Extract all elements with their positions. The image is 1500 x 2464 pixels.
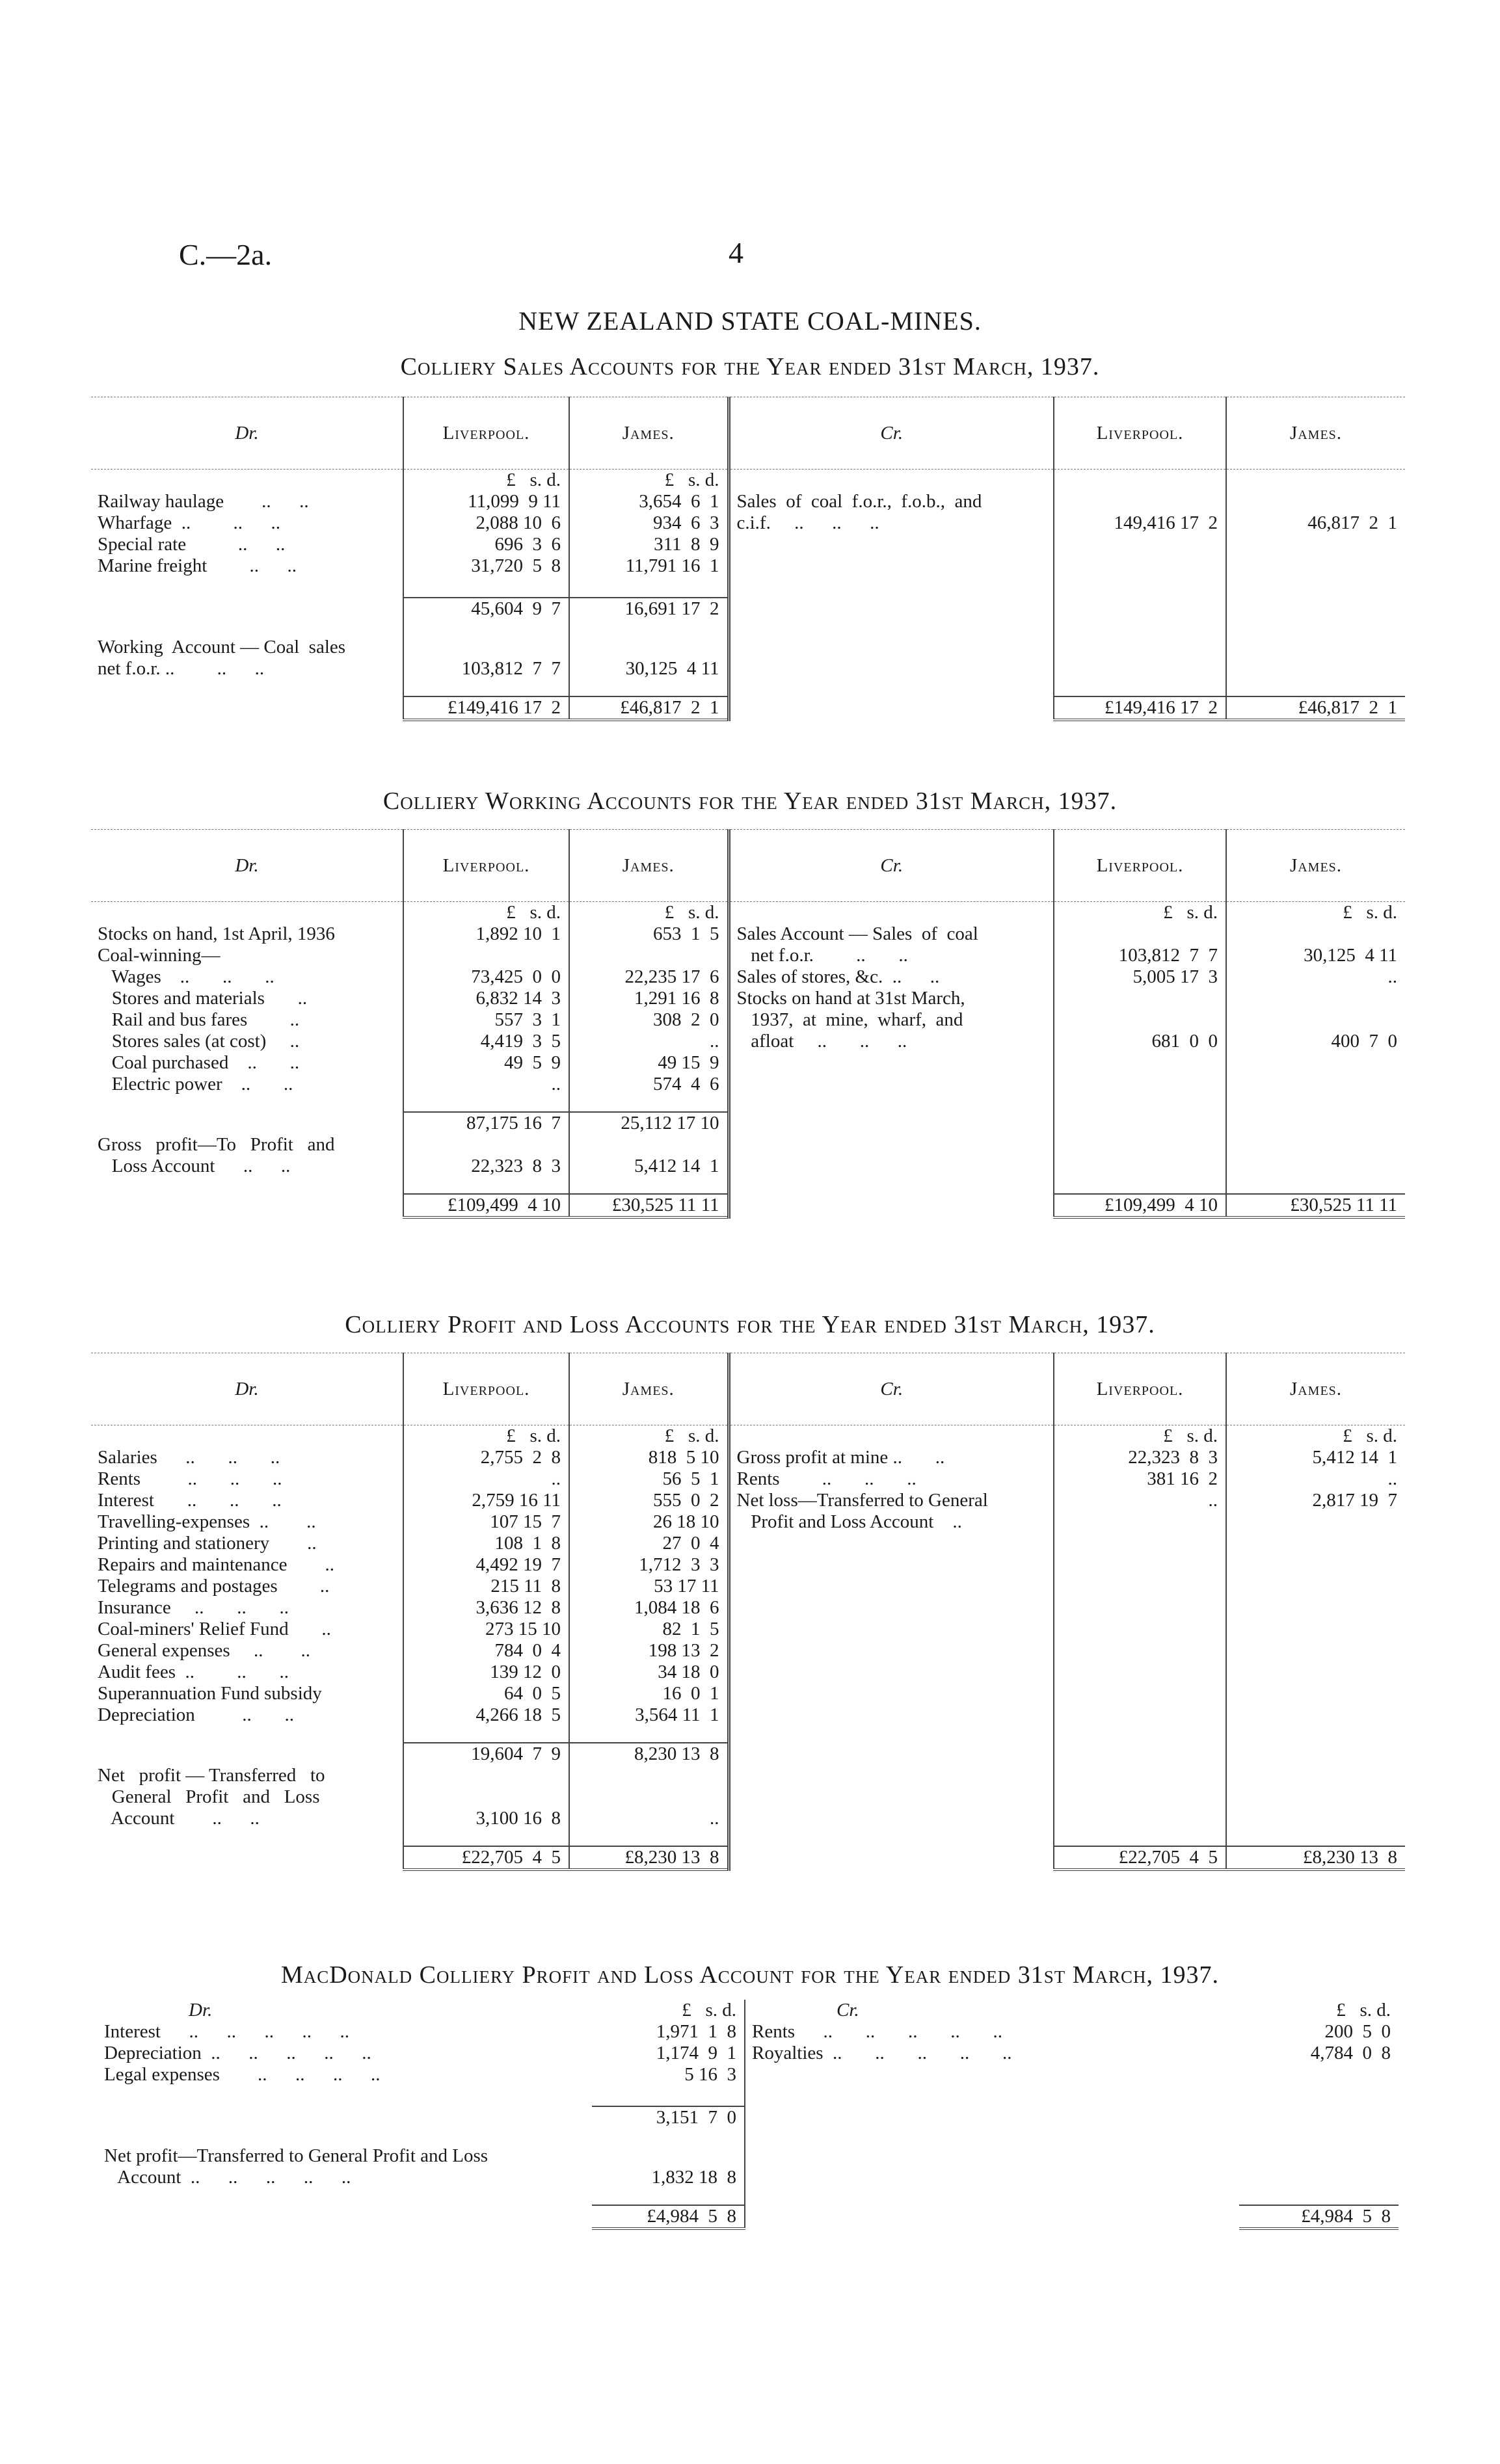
liverpool-value: 103,812 7 7 [1054,923,1226,966]
pl-account-table [91,1353,1405,1871]
liverpool-value: 49 5 9 [403,1052,569,1074]
dr-row-label: Audit fees .. .. .. [91,1662,403,1683]
liverpool-value: 273 15 10 [403,1619,569,1640]
dr-row-label: Wages .. .. .. [91,966,403,988]
liverpool-value: 381 16 2 [1054,1468,1226,1490]
total-value: £4,984 5 8 [1239,2205,1399,2229]
liverpool-header: Liverpool. [403,397,569,470]
dr-row-label: General expenses .. .. [91,1640,403,1662]
james-value: 53 17 11 [569,1576,729,1597]
liverpool-value: 22,323 8 3 [403,1134,569,1177]
james-value: 653 1 5 [569,923,729,945]
dr-row-label: Net profit—Transferred to General Profit and Loss Account .. .. .. .. .. [104,2145,489,2188]
total-value: £149,416 17 2 [403,696,569,720]
total-value: £46,817 2 1 [569,696,729,720]
cr-value: 200 5 0 [1324,2021,1391,2042]
units-label: £ s. d. [1054,902,1226,924]
dr-row-label: Wharfage .. .. .. [91,512,403,534]
liverpool-value: 1,892 10 1 [403,923,569,945]
james-value: 30,125 4 11 [569,637,729,680]
liverpool-value: .. [403,1074,569,1095]
james-value: 30,125 4 11 [1304,945,1397,966]
liverpool-header: Liverpool. [403,1353,569,1425]
dr-row-label: Coal-miners' Relief Fund .. [91,1619,403,1640]
liverpool-value: 696 3 6 [403,534,569,555]
dr-row-label: Travelling-expenses .. .. [91,1511,403,1533]
dr-row-label: Stores and materials .. [91,988,403,1009]
cr-row-label: Sales Account — Sales of coal net f.o.r. .. .. [729,923,1054,966]
liverpool-value: 31,720 5 8 [403,555,569,577]
total-value: £22,705 4 5 [1054,1846,1226,1870]
james-value: 311 8 9 [569,534,729,555]
liverpool-header: Liverpool. [1054,830,1226,902]
subtotal-value: 87,175 16 7 [403,1112,569,1134]
james-header: James. [1226,397,1405,470]
liverpool-value: 64 0 5 [403,1683,569,1704]
total-value: £30,525 11 11 [1226,1194,1405,1217]
liverpool-value: 2,755 2 8 [403,1447,569,1468]
dr-row-label: Net profit — Transferred to General Profit and Loss Account .. .. [91,1765,403,1829]
subtotal-value: 8,230 13 8 [569,1743,729,1765]
james-value: 934 6 3 [569,512,729,534]
total-value: £8,230 13 8 [569,1846,729,1870]
liverpool-value: 107 15 7 [403,1511,569,1533]
james-value: 198 13 2 [569,1640,729,1662]
liverpool-value: 4,419 3 5 [403,1031,569,1052]
liverpool-value: .. [1054,1490,1226,1533]
dr-row-label: Marine freight .. .. [91,555,403,577]
dr-row-label: Railway haulage .. .. [91,491,403,512]
james-value: 56 5 1 [569,1468,729,1490]
liverpool-value: 4,266 18 5 [403,1704,569,1726]
dr-row-label: Superannuation Fund subsidy [91,1683,403,1704]
dr-value: 5 16 3 [592,2064,745,2086]
liverpool-header: Liverpool. [1054,1353,1226,1425]
james-value: 49 15 9 [569,1052,729,1074]
units-label: £ s. d. [569,1425,729,1448]
dr-row-label: Coal-winning— [91,945,403,966]
cr-row-label: Rents .. .. .. .. .. [752,2021,1003,2042]
james-header: James. [569,1353,729,1425]
james-header: James. [569,397,729,470]
units-label: £ s. d. [1336,2000,1391,2020]
working-account-table [91,829,1405,1219]
dr-row-label: Interest .. .. .. .. .. [104,2021,349,2042]
dr-value: 1,971 1 8 [592,2021,745,2043]
dr-row-label: Coal purchased .. .. [91,1052,403,1074]
liverpool-value: 73,425 0 0 [403,966,569,988]
macdonald-account-table [98,2000,1399,2230]
james-value: 3,654 6 1 [569,491,729,512]
units-label: £ s. d. [403,902,569,924]
document-title: NEW ZEALAND STATE COAL-MINES. [518,306,982,336]
liverpool-value: 5,005 17 3 [1054,966,1226,988]
liverpool-value: .. [403,1468,569,1490]
dr-row-label: Telegrams and postages .. [91,1576,403,1597]
units-label: £ s. d. [1343,902,1397,923]
james-value: 26 18 10 [569,1511,729,1533]
dr-row-label: Interest .. .. .. [91,1490,403,1511]
dr-header: Dr. [189,2000,213,2020]
james-value: .. [569,1765,729,1829]
dr-row-label: Legal expenses .. .. .. .. [104,2064,381,2085]
james-value: 555 0 2 [569,1490,729,1511]
james-value: 27 0 4 [569,1533,729,1554]
james-header: James. [1226,830,1405,902]
james-value: .. [1387,966,1397,987]
james-value: 34 18 0 [569,1662,729,1683]
james-value: 16 0 1 [569,1683,729,1704]
james-value: 5,412 14 1 [569,1134,729,1177]
james-value: 308 2 0 [569,1009,729,1031]
liverpool-value: 784 0 4 [403,1640,569,1662]
total-value: £109,499 4 10 [403,1194,569,1217]
dr-row-label: Working Account — Coal sales net f.o.r. .. .. .. [91,637,403,680]
liverpool-value: 149,416 17 2 [1054,491,1226,534]
james-value: 574 4 6 [569,1074,729,1095]
liverpool-value: 22,323 8 3 [1054,1447,1226,1468]
cr-row-label: Gross profit at mine .. .. [729,1447,1054,1468]
james-header: James. [1226,1353,1405,1425]
pl-subtitle: Colliery Profit and Loss Accounts for the Year ended 31st March, 1937. [345,1311,1155,1338]
total-value: £8,230 13 8 [1226,1846,1405,1870]
james-value: 5,412 14 1 [1312,1447,1397,1468]
james-header: James. [569,830,729,902]
cr-row-label: Sales of stores, &c. .. .. [729,966,1054,988]
dr-row-label: Depreciation .. .. .. .. .. [104,2043,371,2063]
liverpool-value: 2,088 10 6 [403,512,569,534]
sales-subtitle: Colliery Sales Accounts for the Year ended 31st March, 1937. [400,353,1100,380]
cr-row-label: Sales of coal f.o.r., f.o.b., and c.i.f. .. .. .. [729,491,1054,534]
dr-row-label: Rents .. .. .. [91,1468,403,1490]
dr-row-label: Special rate .. .. [91,534,403,555]
units-label: £ s. d. [592,2000,745,2021]
macdonald-subtitle: MacDonald Colliery Profit and Loss Account for the Year ended 31st March, 1937. [280,1961,1220,1989]
subtotal-value: 25,112 17 10 [569,1112,729,1134]
liverpool-header: Liverpool. [403,830,569,902]
dr-row-label: Stores sales (at cost) .. [91,1031,403,1052]
subtotal-value: 19,604 7 9 [403,1743,569,1765]
james-value: 818 5 10 [569,1447,729,1468]
subtotal-value: 16,691 17 2 [569,598,729,620]
cr-header: Cr. [729,397,1054,470]
dr-row-label: Salaries .. .. .. [91,1447,403,1468]
dr-row-label: Repairs and maintenance .. [91,1554,403,1576]
dr-value: 1,174 9 1 [592,2043,745,2064]
liverpool-value: 6,832 14 3 [403,988,569,1009]
liverpool-header: Liverpool. [1054,397,1226,470]
total-value: £109,499 4 10 [1054,1194,1226,1217]
dr-row-label: Electric power .. .. [91,1074,403,1095]
james-value: 46,817 2 1 [1307,512,1397,533]
cr-row-label: Rents .. .. .. [729,1468,1054,1490]
units-label: £ s. d. [403,1425,569,1448]
cr-header: Cr. [729,830,1054,902]
units-label: £ s. d. [569,902,729,924]
james-value: 1,712 3 3 [569,1554,729,1576]
dr-row-label: Gross profit—To Profit and Loss Account .. .. [91,1134,403,1177]
dr-row-label: Insurance .. .. .. [91,1597,403,1619]
units-label: £ s. d. [1343,1425,1397,1446]
liverpool-value: 681 0 0 [1054,988,1226,1052]
james-value: .. [1387,1468,1397,1489]
cr-row-label: Net loss—Transferred to General Profit and Loss Account .. [729,1490,1054,1533]
dr-row-label: Depreciation .. .. [91,1704,403,1726]
james-value: 400 7 0 [1331,1031,1397,1052]
dr-row-label: Rail and bus fares .. [91,1009,403,1031]
units-label: £ s. d. [1054,1425,1226,1448]
sales-account-table [91,397,1405,721]
liverpool-value: 4,492 19 7 [403,1554,569,1576]
james-value: .. [569,1031,729,1052]
total-value: £22,705 4 5 [403,1846,569,1870]
subtotal-value: 45,604 9 7 [403,598,569,620]
james-value: 3,564 11 1 [569,1704,729,1726]
total-value: £149,416 17 2 [1054,696,1226,720]
liverpool-value: 108 1 8 [403,1533,569,1554]
total-value: £30,525 11 11 [569,1194,729,1217]
units-label: £ s. d. [403,470,569,492]
total-value: £4,984 5 8 [592,2205,745,2229]
cr-header: Cr. [729,1353,1054,1425]
liverpool-value: 557 3 1 [403,1009,569,1031]
liverpool-value: 3,100 16 8 [403,1765,569,1829]
dr-value: 1,832 18 8 [592,2145,745,2188]
dr-row-label: Stocks on hand, 1st April, 1936 [91,923,403,945]
subtotal-value: 3,151 7 0 [592,2106,745,2128]
liverpool-value: 2,759 16 11 [403,1490,569,1511]
james-value: 1,291 16 8 [569,988,729,1009]
cr-header: Cr. [837,2000,859,2020]
liverpool-value: 103,812 7 7 [403,637,569,680]
page-reference: C.—2a. [179,238,273,271]
working-subtitle: Colliery Working Accounts for the Year ended 31st March, 1937. [382,788,1118,815]
cr-row-label: Stocks on hand at 31st March, 1937, at mine, wharf, and afloat .. .. .. [729,988,1054,1052]
cr-row-label: Royalties .. .. .. .. .. [752,2043,1012,2063]
james-value: 2,817 19 7 [1312,1490,1397,1511]
liverpool-value: 3,636 12 8 [403,1597,569,1619]
units-label: £ s. d. [569,470,729,492]
james-value: 22,235 17 6 [569,966,729,988]
dr-row-label: Printing and stationery .. [91,1533,403,1554]
dr-header: Dr. [91,397,403,470]
cr-value: 4,784 0 8 [1310,2043,1391,2063]
liverpool-value: 11,099 9 11 [403,491,569,512]
james-value: 82 1 5 [569,1619,729,1640]
liverpool-value: 215 11 8 [403,1576,569,1597]
page-number: 4 [729,236,743,269]
dr-header: Dr. [91,830,403,902]
james-value: 1,084 18 6 [569,1597,729,1619]
total-value: £46,817 2 1 [1226,696,1405,720]
james-value: 11,791 16 1 [569,555,729,577]
dr-header: Dr. [91,1353,403,1425]
liverpool-value: 139 12 0 [403,1662,569,1683]
